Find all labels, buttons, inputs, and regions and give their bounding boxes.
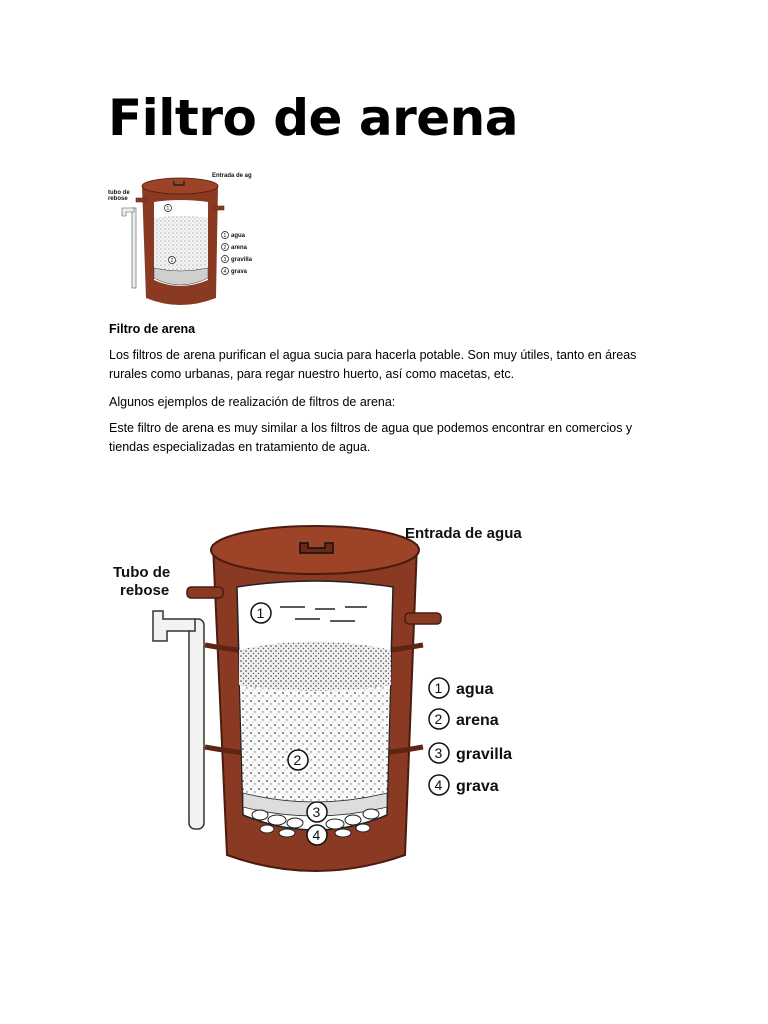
svg-text:1: 1	[166, 206, 170, 212]
sand-filter-thumbnail	[108, 168, 258, 310]
left-pipe	[187, 587, 223, 598]
svg-text:1: 1	[256, 605, 265, 621]
svg-text:3: 3	[434, 745, 443, 761]
svg-text:grava: grava	[231, 269, 248, 275]
description-paragraph: Este filtro de arena es muy similar a los filtros de agua que podemos encontrar en comercios y tiendas especializadas en tratamiento de agua.	[109, 421, 633, 454]
sand-filter-diagram-drawing	[105, 515, 545, 885]
svg-text:3: 3	[223, 257, 227, 263]
svg-text:arena: arena	[231, 245, 248, 251]
svg-text:1: 1	[223, 233, 227, 239]
svg-text:grava: grava	[456, 778, 499, 795]
svg-text:4: 4	[223, 269, 227, 275]
examples-heading: Algunos ejemplos de realización de filtros de arena:	[109, 395, 396, 409]
overflow-label-line1: Tubo de	[113, 564, 171, 581]
sand-filter-diagram	[105, 515, 545, 885]
svg-text:agua: agua	[231, 233, 246, 239]
svg-text:2: 2	[170, 258, 174, 264]
sand-filter-thumbnail-drawing	[108, 168, 258, 310]
svg-text:4: 4	[312, 827, 321, 843]
svg-text:gravilla: gravilla	[231, 257, 253, 263]
legend-small	[222, 232, 253, 276]
page-title: Filtro de arena	[108, 89, 519, 147]
right-pipe	[405, 613, 441, 624]
svg-text:3: 3	[312, 804, 321, 820]
legend-large	[429, 678, 512, 795]
svg-text:agua: agua	[456, 681, 494, 698]
svg-text:arena: arena	[456, 712, 499, 729]
overflow-label-line2: rebose	[120, 582, 170, 599]
caption-heading: Filtro de arena	[109, 322, 196, 336]
svg-text:1: 1	[434, 680, 443, 696]
svg-text:2: 2	[223, 245, 227, 251]
svg-text:2: 2	[434, 711, 443, 727]
overflow-pipe	[132, 208, 136, 288]
inlet-label: Entrada de agua	[405, 525, 522, 542]
overflow-pipe	[189, 619, 204, 829]
overflow-label-line1: tubo de	[108, 190, 130, 196]
svg-text:4: 4	[434, 777, 443, 793]
overflow-label-line2: rebose	[108, 196, 128, 202]
intro-paragraph: Los filtros de arena purifican el agua sucia para hacerla potable. Son muy útiles, tanto en áreas rurales como urbanas, para regar nuestro huerto, así como macetas, etc.	[109, 348, 637, 381]
svg-text:2: 2	[293, 752, 302, 768]
inlet-label: Entrada de ag	[212, 173, 252, 179]
barrel-lid	[142, 178, 218, 194]
svg-text:gravilla: gravilla	[456, 746, 513, 763]
